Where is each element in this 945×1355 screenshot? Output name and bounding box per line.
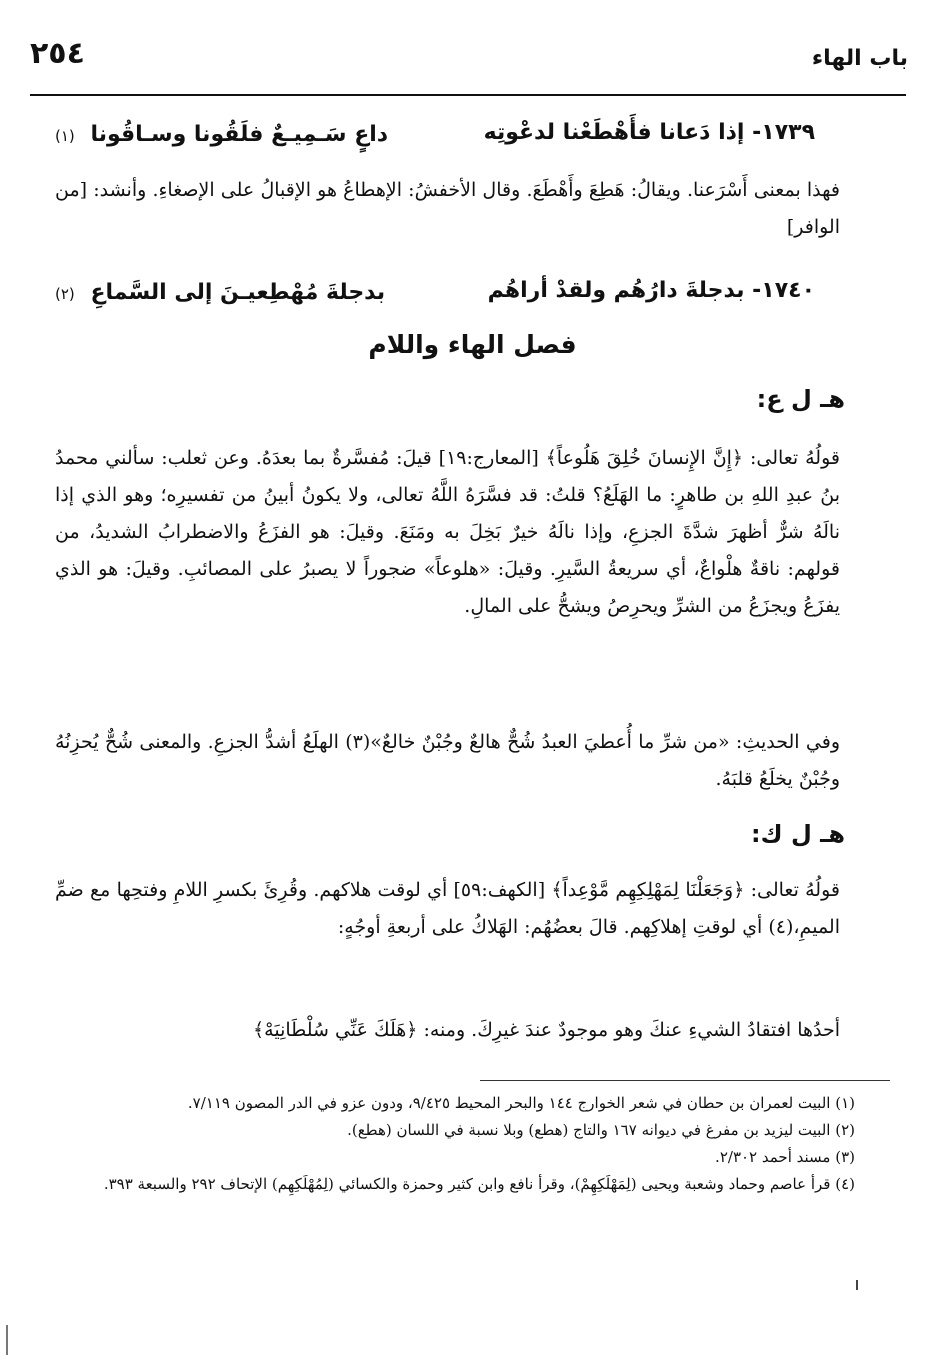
verse-second-hemistich-text: داعٍ سَـمِيـعٌ فلَقُونا وسـاقُونا xyxy=(90,122,389,147)
paragraph-first-sense: أحدُها افتقادُ الشيءِ عنكَ وهو موجودٌ عندَ غيرِكَ. ومنه: ﴿هَلَكَ عَنِّي سُلْطَانِيَهْ﴾ xyxy=(253,1019,840,1041)
verse-second-hemistich xyxy=(55,122,388,147)
verse-1740 xyxy=(55,274,815,320)
footnote-1: (١) البيت لعمران بن حطان في شعر الخوارج ١٤٤ والبحر المحيط ٩/٤٢٥، ودون عزو في الدر المصون ٧/١١٩. xyxy=(187,1094,855,1112)
verse-first-hemistich: ١٧٤٠- بدجلةَ دارُهُم ولقدْ أراهُم xyxy=(487,278,815,303)
verse-1739 xyxy=(55,116,815,162)
root-heading-hl-kaf: هـ ل ك: xyxy=(751,820,845,848)
footnote-separator xyxy=(480,1080,890,1081)
footnote-marker: (١) xyxy=(55,127,75,145)
footnote-4: (٤) قرأ عاصم وحماد وشعبة ويحيى (لِمَهْلَكِهِمْ)، وقرأ نافع وابن كثير وحمزة والكسائي (لِمُهْلَكِهِم) الإتحاف ٢٩٢ والسبعة ٣٩٣. xyxy=(103,1175,855,1193)
footnote-2: (٢) البيت ليزيد بن مفرغ في ديوانه ١٦٧ والتاج (هطع) وبلا نسبة في اللسان (هطع). xyxy=(347,1121,855,1139)
verse-second-hemistich xyxy=(55,280,385,305)
footnote-3: (٣) مسند أحمد ٢/٣٠٢. xyxy=(715,1148,855,1166)
margin-tick xyxy=(856,1280,858,1290)
paragraph-mahlik: قولُهُ تعالى: ﴿وَجَعَلْنَا لِمَهْلِكِهِم مَّوْعِداً﴾ [الكهف:٥٩] أي لوقت هلاكهم. وقُرِئَ بكسرِ اللامِ وفتحِها مع ضمِّ الميمِ،(٤) أي لوقتِ إهلاكِهم. قالَ بعضُهُم: الهَلاكُ على أربعةِ أوجُهٍ: xyxy=(55,879,840,938)
paragraph-ahtaa: فهذا بمعنى أَسْرَعنا. ويقالُ: هَطِعَ وأَهْطَعَ. وقال الأخفشُ: الإهطاعُ هو الإقبالُ على الإصغاءِ. وأنشد: [من الوافر] xyxy=(55,179,840,238)
root-heading-hl-ain: هـ ل ع: xyxy=(756,385,845,413)
paragraph-halu: قولُهُ تعالى: ﴿إِنَّ الإِنسانَ خُلِقَ هَلُوعاً﴾ [المعارج:١٩] قيلَ: مُفسَّرةٌ بما بعدَهُ. وعن ثعلب: سألني محمدُ بنُ عبدِ اللهِ بن طاهرٍ: ما الهَلَعُ؟ قلتُ: قد فسَّرَهُ اللَّهُ تعالى، ولا يكونُ أبينُ من تفسيرِه؛ وهو الذي إذا نالَهُ شرٌّ أظهرَ شدَّةَ الجزعِ، وإذا نالَهُ خيرٌ بَخِلَ به ومَنَعَ. وقيلَ: هو الفزَعُ والاضطرابُ الشديدُ، من قولهم: ناقةٌ هلْواعٌ، أي سريعةُ السَّيرِ. وقيلَ: «هلوعاً» ضجوراً لا يصبرُ على المصائبِ. وقيلَ: هو الذي يفزَعُ ويجزَعُ من الشرِّ ويحرِصُ ويشحُّ على المالِ. xyxy=(55,447,840,617)
verse-second-hemistich-text: بدجلةَ مُهْطِعيـنَ إلى السَّماعِ xyxy=(90,280,386,305)
header-rule xyxy=(30,94,906,96)
footnotes xyxy=(55,1090,855,1198)
footnote-marker: (٢) xyxy=(55,285,75,303)
paragraph-hadith: وفي الحديثِ: «من شرِّ ما أُعطيَ العبدُ شُحٌّ هالعٌ وجُبْنٌ خالعٌ»(٣) الهلَعُ أشدُّ الجزعِ. والمعنى شُحٌّ يُحزِنُهُ وجُبْنٌ يخلَعُ قلبَهُ. xyxy=(55,731,840,790)
chapter-title: باب الهاء xyxy=(811,46,908,71)
verse-first-hemistich: ١٧٣٩- إذا دَعانا فأَهْطَعْنا لدعْوتِه xyxy=(483,120,815,145)
section-title: فصل الهاء واللام xyxy=(368,330,577,359)
page-number: ٢٥٤ xyxy=(30,36,85,71)
scan-edge-mark xyxy=(6,1325,8,1355)
page-header xyxy=(30,34,908,92)
